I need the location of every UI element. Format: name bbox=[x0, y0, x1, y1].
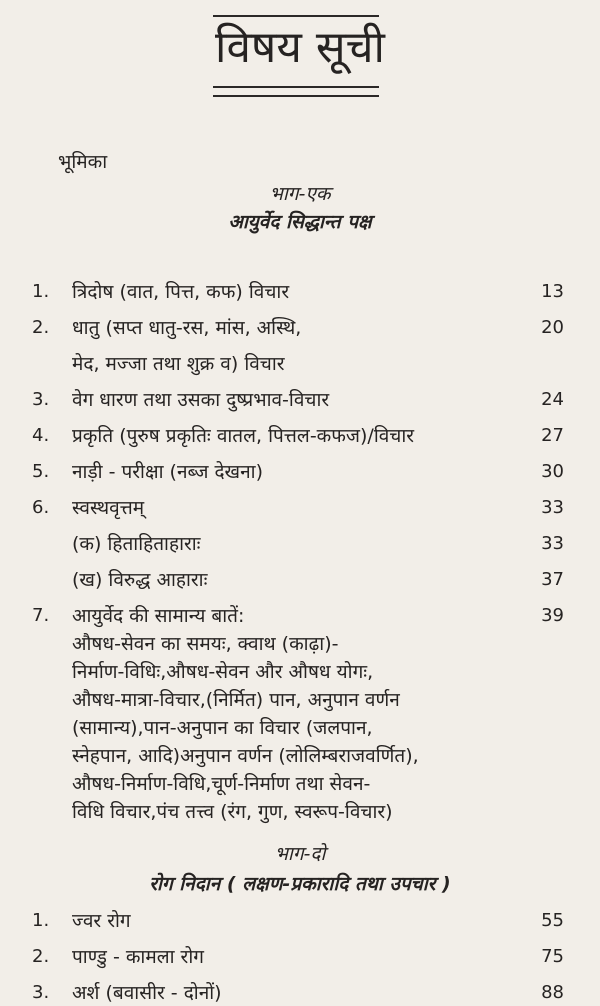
entry-number: 3. bbox=[32, 389, 50, 410]
entry-number: 6. bbox=[32, 497, 50, 518]
entry-number: 4. bbox=[32, 425, 50, 446]
entry-title: विधि विचार,पंच तत्त्व (रंग, गुण, स्वरूप-विचार) bbox=[72, 801, 393, 823]
entry-title: (क) हिताहिताहाराः bbox=[72, 533, 201, 555]
entry-page-number: 13 bbox=[541, 281, 564, 302]
entry-page-number: 27 bbox=[541, 425, 564, 446]
entry-page-number: 75 bbox=[541, 946, 564, 967]
entry-title: पाण्डु - कामला रोग bbox=[72, 946, 204, 968]
entry-number: 1. bbox=[32, 281, 50, 302]
entry-title: (सामान्य),पान-अनुपान का विचार (जलपान, bbox=[72, 717, 373, 739]
entry-page-number: 39 bbox=[541, 605, 564, 626]
page-title: विषय सूची bbox=[215, 22, 385, 73]
entry-title: प्रकृति (पुरुष प्रकृतिः वातल, पित्तल-कफज)/विचार bbox=[72, 425, 415, 447]
title-bottom-rule-1 bbox=[213, 86, 379, 88]
part1-label: भाग-एक bbox=[269, 183, 331, 205]
title-top-rule bbox=[213, 15, 379, 17]
entry-title: (ख) विरुद्ध आहाराः bbox=[72, 569, 208, 591]
entry-page-number: 37 bbox=[541, 569, 564, 590]
entry-title: अर्श (बवासीर - दोनों) bbox=[72, 982, 222, 1004]
entry-number: 5. bbox=[32, 461, 50, 482]
entry-number: 1. bbox=[32, 910, 50, 931]
entry-page-number: 24 bbox=[541, 389, 564, 410]
entry-page-number: 88 bbox=[541, 982, 564, 1003]
entry-page-number: 33 bbox=[541, 497, 564, 518]
part2-heading: रोग निदान ( लक्षण-प्रकारादि तथा उपचार ) bbox=[149, 873, 451, 895]
entry-title: वेग धारण तथा उसका दुष्प्रभाव-विचार bbox=[72, 389, 330, 411]
entry-title: ज्वर रोग bbox=[72, 910, 131, 932]
entry-page-number: 55 bbox=[541, 910, 564, 931]
entry-title: त्रिदोष (वात, पित्त, कफ) विचार bbox=[72, 281, 290, 303]
entry-title: मेद, मज्जा तथा शुक्र व) विचार bbox=[72, 353, 285, 375]
entry-title: औषध-मात्रा-विचार,(निर्मित) पान, अनुपान वर्णन bbox=[72, 689, 400, 711]
part1-heading: आयुर्वेद सिद्धान्त पक्ष bbox=[228, 211, 372, 233]
entry-number: 3. bbox=[32, 982, 50, 1003]
entry-title: निर्माण-विधिः,औषध-सेवन और औषध योगः, bbox=[72, 661, 374, 683]
part2-label: भाग-दो bbox=[274, 843, 326, 865]
entry-page-number: 33 bbox=[541, 533, 564, 554]
entry-title: औषध-सेवन का समयः, क्वाथ (काढ़ा)- bbox=[72, 633, 339, 655]
entry-title: स्नेहपान, आदि)अनुपान वर्णन (लोलिम्बराजवर्णित), bbox=[72, 745, 419, 767]
entry-number: 2. bbox=[32, 946, 50, 967]
entry-title: धातु (सप्त धातु-रस, मांस, अस्थि, bbox=[72, 317, 302, 339]
entry-title: आयुर्वेद की सामान्य बातें: bbox=[72, 605, 245, 627]
entry-number: 7. bbox=[32, 605, 50, 626]
entry-number: 2. bbox=[32, 317, 50, 338]
entry-title: स्वस्थवृत्तम् bbox=[72, 497, 145, 519]
entry-page-number: 30 bbox=[541, 461, 564, 482]
title-bottom-rule-2 bbox=[213, 95, 379, 97]
entry-title: औषध-निर्माण-विधि,चूर्ण-निर्माण तथा सेवन- bbox=[72, 773, 371, 795]
entry-page-number: 20 bbox=[541, 317, 564, 338]
intro-entry: भूमिका bbox=[58, 151, 108, 173]
entry-title: नाड़ी - परीक्षा (नब्ज देखना) bbox=[72, 461, 263, 483]
